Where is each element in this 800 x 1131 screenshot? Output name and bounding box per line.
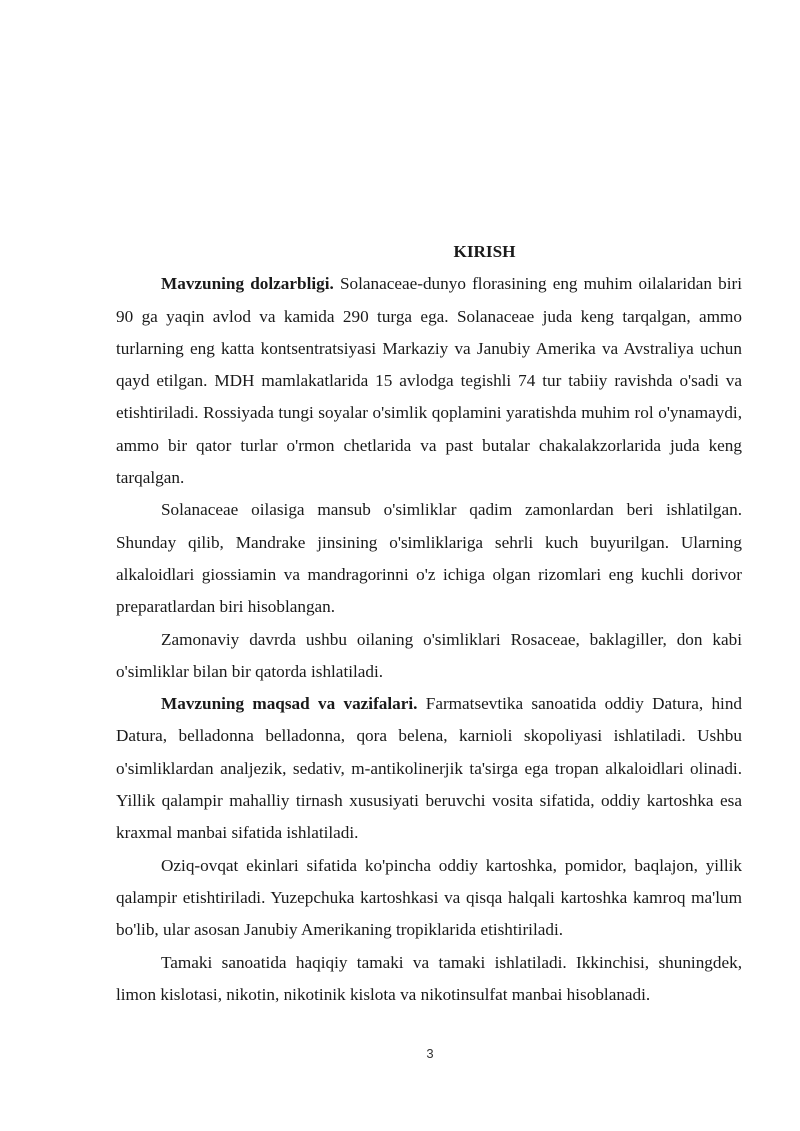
paragraph-lead: Mavzuning maqsad va vazifalari. — [161, 694, 418, 714]
paragraph-text: Oziq-ovqat ekinlari sifatida ko'pincha oddiy kartoshka, pomidor, baqlajon, yillik qalampir etishtiriladi. Yuzepchuka kartoshkasi va qisqa halqali kartoshka kamroq ma'lum bo'lib, ular asosan Janubiy Amerikaning tropiklarida etishtiriladi. — [116, 855, 742, 940]
page-number: 3 — [426, 1046, 434, 1061]
paragraph-text: Farmatsevtika sanoatida oddiy Datura, hind Datura, belladonna belladonna, qora belena, karnioli skopoliyasi ishlatiladi. Ushbu o'simliklardan analjezik, sedativ, m-antikolinerjik ta'sirga ega tropan alkaloidlari olinadi. Yillik qalampir mahalliy tirnash xususiyati beruvchi vosita sifatida, oddiy kartoshka esa kraxmal manbai sifatida ishlatiladi. — [116, 694, 743, 843]
paragraph-tobacco — [116, 947, 742, 1012]
paragraph-history — [116, 494, 742, 623]
page-title: KIRISH — [453, 242, 516, 261]
page-content — [116, 236, 742, 1011]
paragraph-text: Tamaki sanoatida haqiqiy tamaki va tamaki ishlatiladi. Ikkinchisi, shuningdek, limon kislotasi, nikotin, nikotinik kislota va nikotinsulfat manbai hisoblanadi. — [116, 952, 742, 1004]
paragraph-text: Solanaceae-dunyo florasining eng muhim oilalaridan biri 90 ga yaqin avlod va kamida 290 turga ega. Solanaceae juda keng tarqalgan, ammo turlarning eng katta kontsentratsiyasi Markaziy va Janubiy Amerika va Avstraliya uchun qayd etilgan. MDH mamlakatlarida 15 avlodga tegishli 74 tur tabiiy ravishda o'sadi va etishtiriladi. Rossiyada tungi soyalar o'simlik qoplamini yaratishda muhim rol o'ynamaydi, ammo bir qator turlar o'rmon chetlarida va past butalar chakalakzorlarida juda keng tarqalgan. — [116, 274, 743, 488]
paragraph-text: Zamonaviy davrda ushbu oilaning o'simliklari Rosaceae, baklagiller, don kabi o'simliklar bilan bir qatorda ishlatiladi. — [116, 629, 742, 681]
paragraph-goals — [116, 688, 742, 849]
paragraph-text: Solanaceae oilasiga mansub o'simliklar qadim zamonlardan beri ishlatilgan. Shunday qilib, Mandrake jinsining o'simliklariga sehrli kuch buyurilgan. Ularning alkaloidlari giossiamin va mandragorinni o'z ichiga olgan rizomlari eng kuchli dorivor preparatlardan biri hisoblangan. — [116, 500, 742, 617]
paragraph-relevance — [116, 268, 742, 494]
paragraph-food-crops — [116, 850, 742, 947]
paragraph-lead: Mavzuning dolzarbligi. — [161, 274, 334, 294]
paragraph-modern-use — [116, 624, 742, 689]
